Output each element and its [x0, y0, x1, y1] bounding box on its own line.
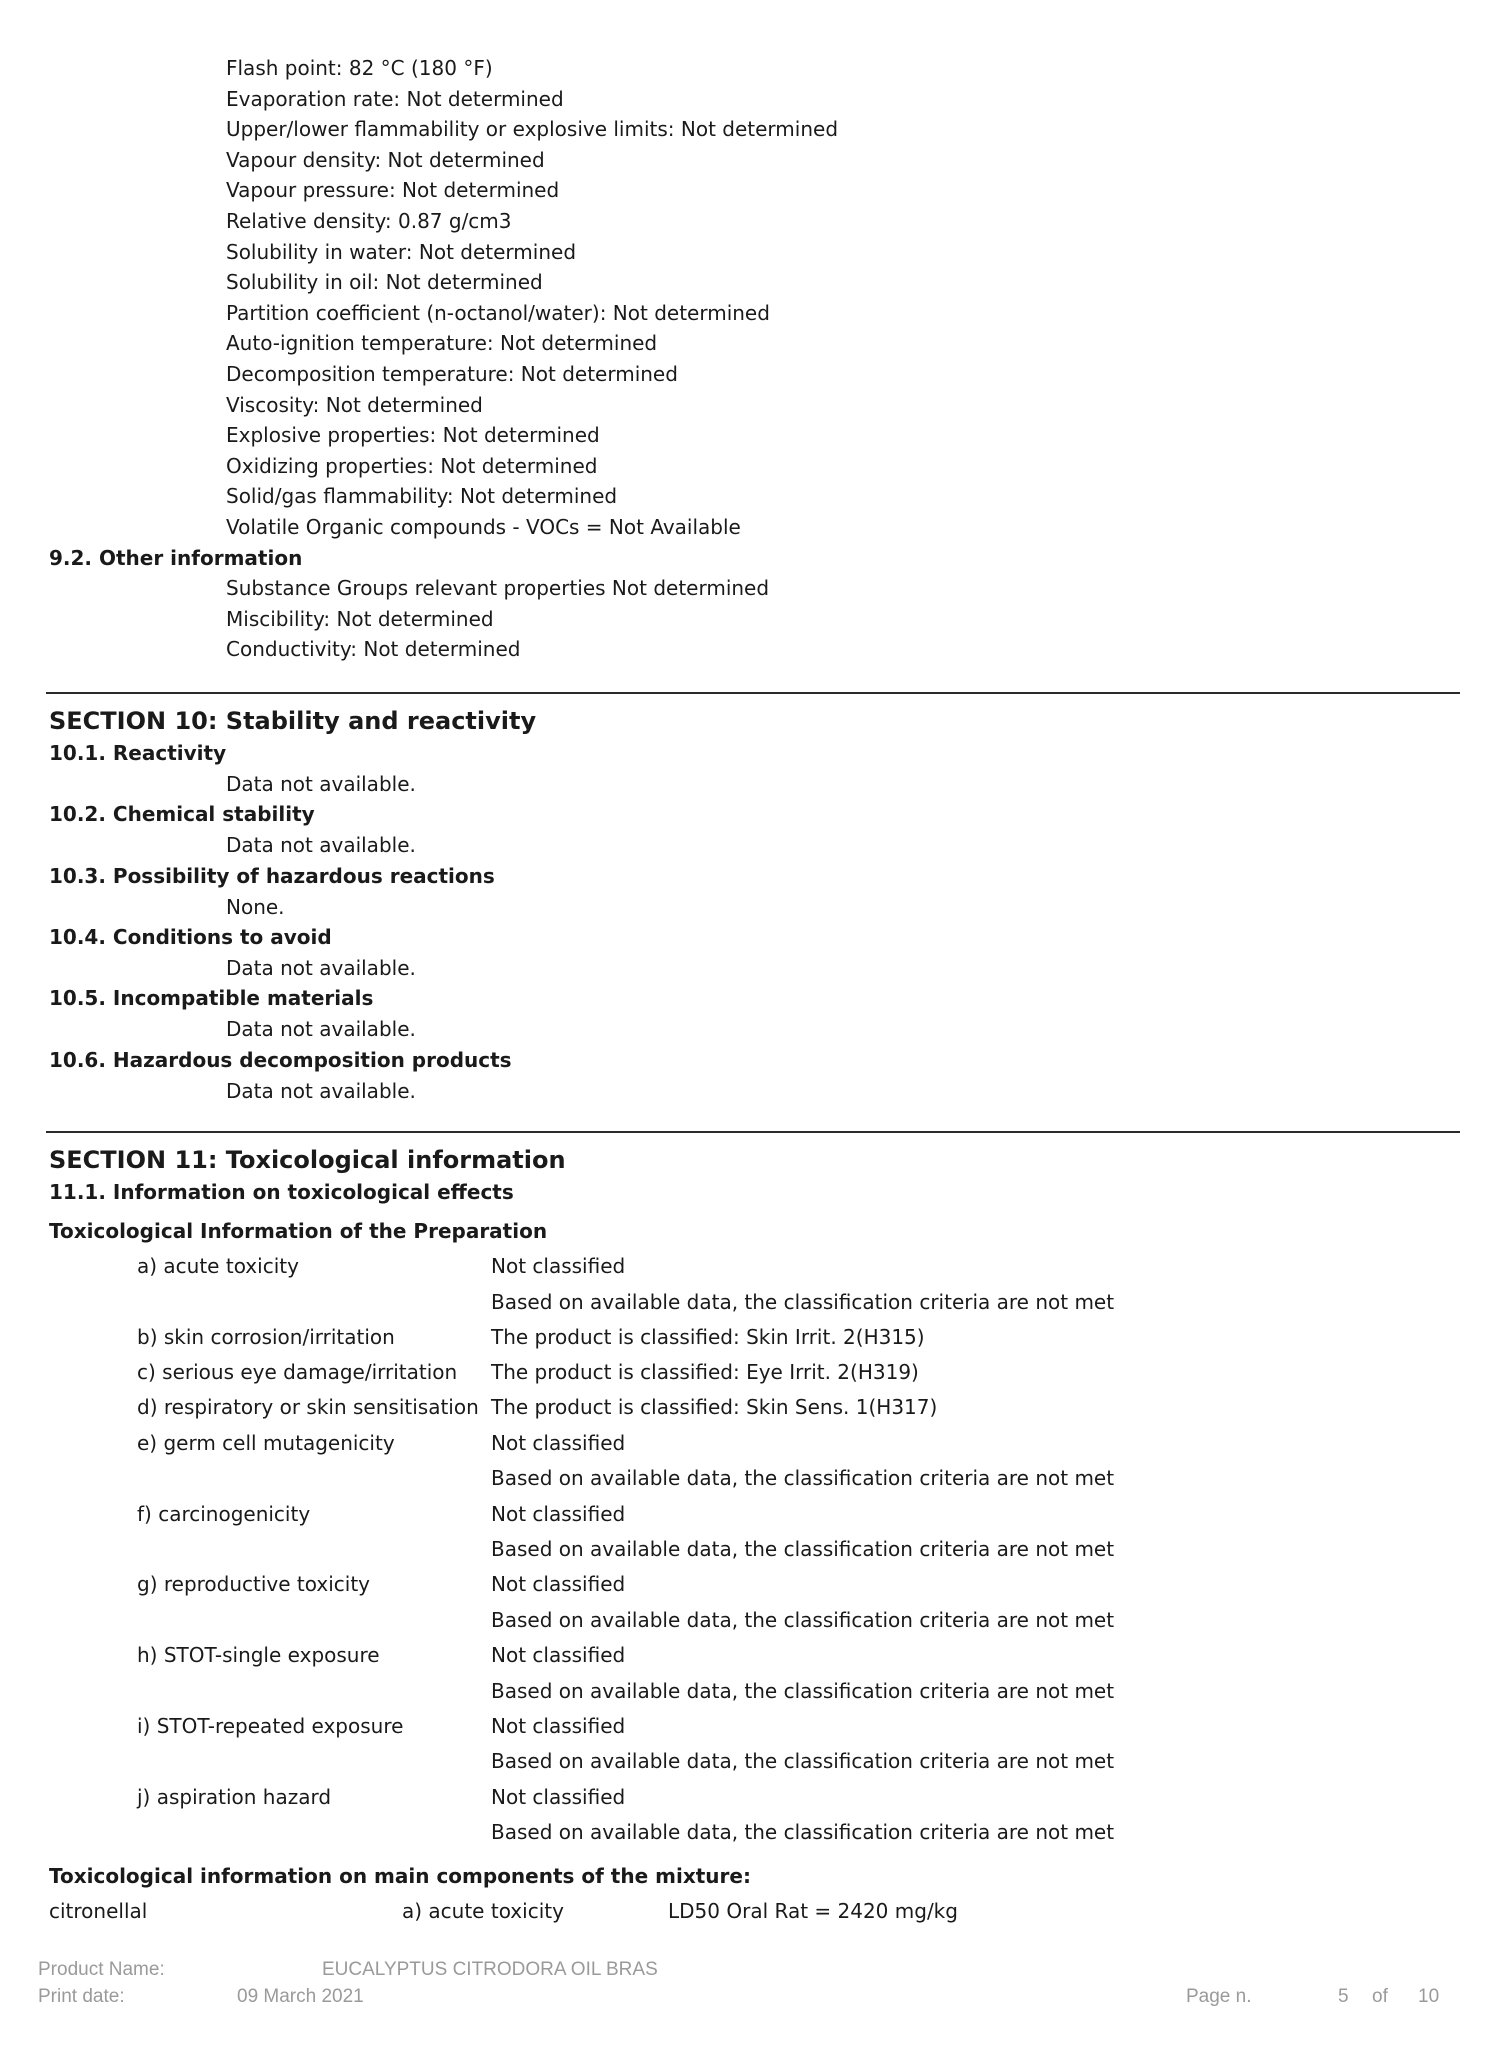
footer-print-date: 09 March 2021: [237, 1986, 364, 2007]
subsection-text: Data not available.: [226, 833, 416, 858]
footer-page-number: 5: [1338, 1986, 1349, 2007]
footer-print-label: Print date:: [38, 1986, 125, 2007]
component-name: citronellal: [49, 1899, 148, 1923]
tox-row-value: Based on available data, the classification criteria are not met: [491, 1289, 1115, 1314]
section-divider: [46, 692, 1460, 694]
tox-row-value: The product is classified: Skin Irrit. 2(H315): [491, 1324, 925, 1349]
footer-page-total: 10: [1418, 1986, 1440, 2007]
property-line: Solid/gas flammability: Not determined: [226, 484, 618, 509]
other-info-line: Miscibility: Not determined: [226, 606, 494, 631]
subsection-heading: 10.3. Possibility of hazardous reactions: [49, 863, 495, 888]
footer-product-label: Product Name:: [38, 1959, 165, 1980]
tox-row-value: Not classified: [491, 1501, 626, 1526]
subsection-heading: 10.1. Reactivity: [49, 741, 227, 765]
property-line: Volatile Organic compounds - VOCs = Not Available: [226, 515, 741, 539]
tox-row-label: d) respiratory or skin sensitisation: [137, 1395, 479, 1420]
footer-product-name: EUCALYPTUS CITRODORA OIL BRAS: [322, 1959, 658, 1980]
tox-row-value: Based on available data, the classification criteria are not met: [491, 1607, 1115, 1632]
tox-row-label: j) aspiration hazard: [137, 1784, 332, 1809]
property-line: Vapour pressure: Not determined: [226, 178, 560, 203]
property-line: Relative density: 0.87 g/cm3: [226, 209, 512, 233]
subsection-text: Data not available.: [226, 772, 416, 796]
property-line: Decomposition temperature: Not determined: [226, 362, 678, 386]
property-line: Flash point: 82 °C (180 °F): [226, 56, 493, 80]
section-10-title: SECTION 10: Stability and reactivity: [49, 707, 537, 735]
property-line: Partition coefficient (n-octanol/water): Not determined: [226, 300, 770, 325]
preparation-heading: Toxicological Information of the Preparation: [49, 1219, 548, 1243]
tox-row-label: e) germ cell mutagenicity: [137, 1430, 395, 1455]
subsection-heading: 10.5. Incompatible materials: [49, 986, 374, 1011]
tox-row-value: The product is classified: Skin Sens. 1(H317): [491, 1395, 938, 1420]
component-effect: a) acute toxicity: [402, 1899, 564, 1923]
property-line: Solubility in water: Not determined: [226, 239, 577, 264]
tox-row-value: Not classified: [491, 1430, 626, 1455]
property-line: Vapour density: Not determined: [226, 147, 545, 172]
tox-row-value: Not classified: [491, 1254, 626, 1278]
tox-row-label: a) acute toxicity: [137, 1254, 299, 1278]
subsection-heading: 10.6. Hazardous decomposition products: [49, 1047, 512, 1072]
subsection-text: Data not available.: [226, 1078, 416, 1103]
tox-row-label: g) reproductive toxicity: [137, 1572, 371, 1597]
tox-row-value: Based on available data, the classification criteria are not met: [491, 1820, 1115, 1845]
section-divider: [46, 1131, 1460, 1133]
subsection-text: Data not available.: [226, 1017, 416, 1042]
toxicological-effects-heading: 11.1. Information on toxicological effects: [49, 1180, 514, 1204]
tox-row-value: Not classified: [491, 1643, 626, 1668]
footer-of-label: of: [1372, 1986, 1388, 2007]
footer-page-label: Page n.: [1186, 1986, 1252, 2007]
tox-row-label: h) STOT-single exposure: [137, 1643, 380, 1668]
tox-row-label: b) skin corrosion/irritation: [137, 1324, 395, 1349]
main-components-heading: Toxicological information on main components of the mixture:: [49, 1864, 751, 1888]
tox-row-label: i) STOT-repeated exposure: [137, 1713, 404, 1738]
other-info-line: Substance Groups relevant properties Not determined: [226, 576, 770, 600]
property-line: Explosive properties: Not determined: [226, 423, 600, 448]
property-line: Oxidizing properties: Not determined: [226, 453, 598, 478]
tox-row-value: Based on available data, the classification criteria are not met: [491, 1749, 1115, 1774]
subsection-text: None.: [226, 894, 285, 919]
subsection-heading: 10.2. Chemical stability: [49, 802, 315, 827]
tox-row-value: Not classified: [491, 1572, 626, 1597]
property-line: Evaporation rate: Not determined: [226, 86, 564, 111]
tox-row-value: Based on available data, the classification criteria are not met: [491, 1537, 1115, 1561]
tox-row-value: Not classified: [491, 1713, 626, 1738]
subsection-heading: 10.4. Conditions to avoid: [49, 924, 332, 949]
tox-row-value: Based on available data, the classification criteria are not met: [491, 1466, 1115, 1491]
tox-row-value: The product is classified: Eye Irrit. 2(H319): [491, 1360, 919, 1385]
tox-row-label: c) serious eye damage/irritation: [137, 1360, 458, 1385]
tox-row-value: Not classified: [491, 1784, 626, 1809]
property-line: Upper/lower flammability or explosive limits: Not determined: [226, 117, 839, 142]
tox-row-value: Based on available data, the classification criteria are not met: [491, 1678, 1115, 1703]
other-information-heading: 9.2. Other information: [49, 546, 303, 570]
other-info-line: Conductivity: Not determined: [226, 637, 521, 661]
property-line: Auto-ignition temperature: Not determined: [226, 331, 658, 356]
subsection-text: Data not available.: [226, 955, 416, 980]
property-line: Viscosity: Not determined: [226, 392, 483, 417]
property-line: Solubility in oil: Not determined: [226, 270, 543, 295]
tox-row-label: f) carcinogenicity: [137, 1501, 311, 1526]
component-value: LD50 Oral Rat = 2420 mg/kg: [668, 1899, 958, 1923]
section-11-title: SECTION 11: Toxicological information: [49, 1146, 566, 1174]
